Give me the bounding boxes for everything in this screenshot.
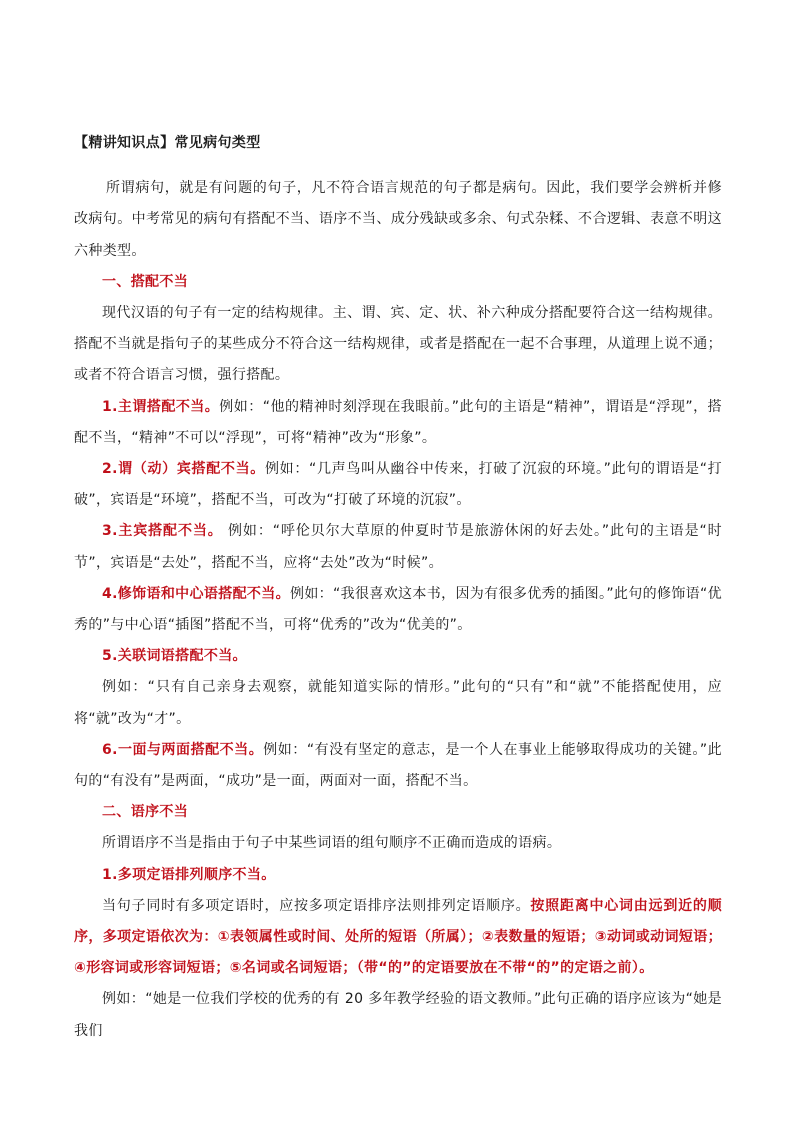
section2-body: 所谓语序不当是指由于句子中某些词语的组句顺序不正确而造成的语病。 [102, 835, 562, 852]
item-conjunction-example: 例如：“只有自己亲身去观察，就能知道实际的情形。”此句的“只有”和“就”不能搭配使用，应将“就”改为“才”。 [74, 679, 722, 727]
item-label: 5.关联词语搭配不当。 [102, 648, 247, 665]
subsection-label [74, 860, 722, 891]
rule-text: 当句子同时有多项定语时，应按多项定语排序法则排列定语顺序。 [102, 897, 531, 914]
item-text: 例如：“呼伦贝尔大草原的仲夏时节是旅游休闲的好去处。”此句的主语是“时节”，宾语是“去处”，搭配不当，应将“去处”改为“时候”。 [74, 523, 722, 571]
document-content [74, 128, 722, 1047]
item-text: 例如：“几声鸟叫从幽谷中传来，打破了沉寂的环境。”此句的谓语是“打破”，宾语是“环境”，搭配不当，可改为“打破了环境的沉寂”。 [74, 461, 722, 509]
item-label: 1.主谓搭配不当。 [102, 398, 220, 415]
document-title: 【精讲知识点】常见病句类型 [74, 135, 261, 151]
item-subject-object [74, 516, 722, 578]
item-text: 例如：“我很喜欢这本书，因为有很多优秀的插图。”此句的修饰语“优秀的”与中心语“插图”搭配不当，可将“优秀的”改为“优美的”。 [74, 585, 722, 634]
attribute-order-example: 例如：“她是一位我们学校的优秀的有 20 多年教学经验的语文教师。”此句正确的语序应该为“她是我们 [74, 991, 722, 1039]
section-heading-mismatch: 一、搭配不当 [102, 273, 189, 290]
item-label: 4.修饰语和中心语搭配不当。 [102, 585, 290, 602]
rule-emphasis: 按照距离中心词由远到近的顺序，多项定语依次为：①表领属性或时间、处所的短语（所属）；②表数量的短语；③动词或动词短语；④形容词或形容词短语；⑤名词或名词短语；（带“的”的定语要放在不带“的”的定语之前）。 [74, 897, 722, 977]
section1-body: 现代汉语的句子有一定的结构规律。主、谓、宾、定、状、补六种成分搭配要符合这一结构规律。搭配不当就是指句子的某些成分不符合这一结构规律，或者是搭配在一起不合事理，从道理上说不通；或者不符合语言习惯，强行搭配。 [74, 305, 722, 384]
item-label: 2.谓（动）宾搭配不当。 [102, 461, 265, 478]
attribute-order-rule [74, 891, 722, 985]
item-label: 1.多项定语排列顺序不当。 [102, 866, 276, 883]
item-subject-predicate [74, 392, 722, 454]
item-text: 例如：“他的精神时刻浮现在我眼前。”此句的主语是“精神”，谓语是“浮现”，搭配不当，“精神”不可以“浮现”，可将“精神”改为“形象”。 [74, 398, 722, 446]
item-text: 例如：“有没有坚定的意志，是一个人在事业上能够取得成功的关键。”此句的“有没有”是两面，“成功”是一面，两面对一面，搭配不当。 [74, 741, 722, 790]
item-one-two-sides [74, 735, 722, 797]
section-heading-word-order: 二、语序不当 [102, 804, 189, 821]
item-label: 6.一面与两面搭配不当。 [102, 741, 264, 758]
intro-paragraph: 所谓病句，就是有问题的句子，凡不符合语言规范的句子都是病句。因此，我们要学会辨析并修改病句。中考常见的病句有搭配不当、语序不当、成分残缺或多余、句式杂糅、不合逻辑、表意不明这六种类型。 [74, 180, 722, 259]
item-label: 3.主宾搭配不当。 [102, 523, 223, 540]
item-verb-object [74, 454, 722, 516]
item-conjunction [74, 641, 722, 672]
item-modifier-head [74, 579, 722, 641]
